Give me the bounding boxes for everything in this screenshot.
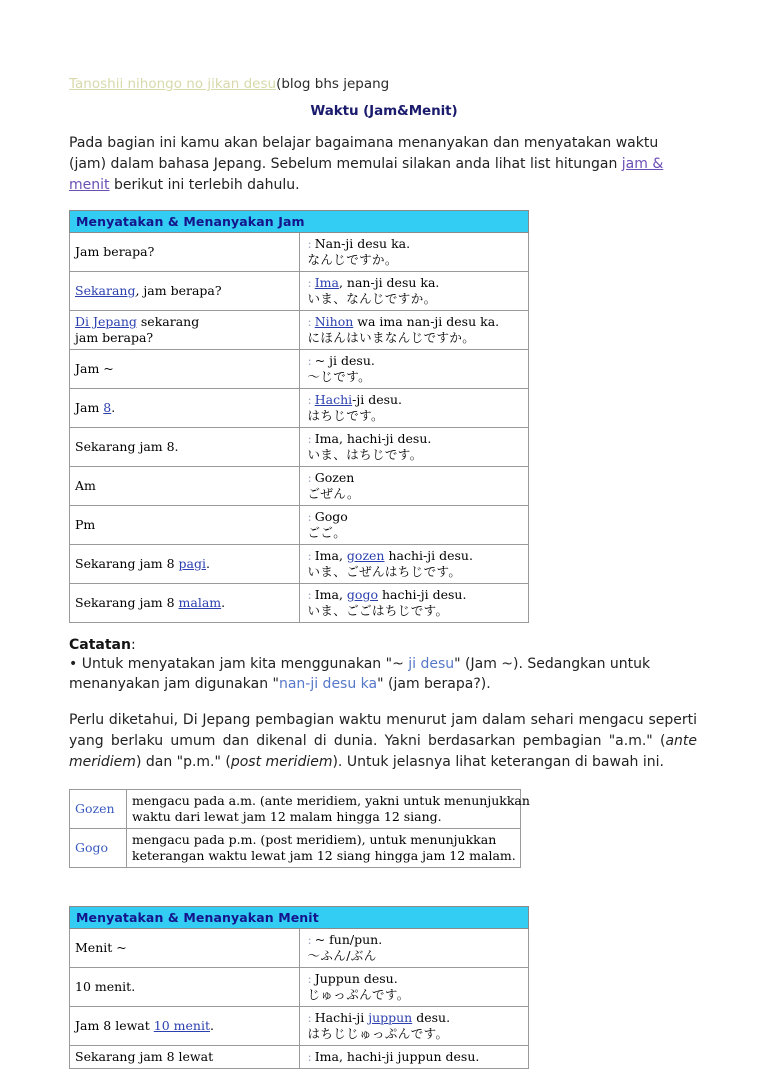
- table-row: [70, 1046, 529, 1069]
- gogo-definition-cell: [127, 829, 521, 868]
- romaji-text: Ima, hachi-ji desu.: [314, 431, 432, 446]
- colon-mark: :: [307, 353, 312, 368]
- table-jam-cell-japanese: [299, 311, 529, 350]
- definition-line-2: keterangan waktu lewat jam 12 siang hingga jam 12 malam.: [132, 848, 516, 863]
- table-menyatakan-menanyakan-menit: [69, 906, 529, 1069]
- intro-text-part2: berikut ini terlebih dahulu.: [109, 177, 300, 193]
- table-gozen-gogo: [69, 789, 530, 868]
- colon-mark: :: [307, 587, 312, 602]
- gozen-term-cell: Gozen: [70, 790, 127, 829]
- table-jam-cell-japanese: [299, 428, 529, 467]
- blog-credit-suffix: (blog bhs jepang: [276, 76, 390, 92]
- table-menit-cell-japanese: [299, 968, 529, 1007]
- table-jam-cell-indonesian: [70, 545, 300, 584]
- cell-text: 10 menit.: [75, 979, 136, 994]
- table-row: [70, 233, 529, 272]
- cell-text: Jam ~: [75, 361, 114, 376]
- table-row: [70, 968, 529, 1007]
- catatan-bullet: [69, 654, 697, 694]
- cell-text-prefix: Jam 8 lewat: [75, 1018, 154, 1033]
- cell-text: .: [111, 400, 116, 415]
- table-jam-cell-indonesian: [70, 272, 300, 311]
- gogo-link[interactable]: gogo: [346, 587, 378, 602]
- table-menit-cell-indonesian: [70, 1007, 300, 1046]
- table-jam-cell-indonesian: [70, 428, 300, 467]
- angka-8-link[interactable]: 8: [103, 400, 112, 415]
- post-meridiem-italic: post meridiem: [230, 754, 333, 770]
- di-jepang-link[interactable]: Di Jepang: [75, 314, 137, 329]
- cell-text: Am: [75, 478, 96, 493]
- cell-text: .: [221, 595, 226, 610]
- intro-text-part1: Pada bagian ini kamu akan belajar bagaimana menanyakan dan menyatakan waktu (jam) dalam bahasa Jepang. Sebelum memulai silakan anda lihat list hitungan: [69, 135, 659, 172]
- definition-line-1: mengacu pada p.m. (post meridiem), untuk menunjukkan: [132, 832, 497, 847]
- cell-text-prefix: Sekarang jam 8: [75, 595, 179, 610]
- romaji-line: [308, 353, 525, 369]
- malam-link[interactable]: malam: [178, 595, 222, 610]
- romaji-line: [308, 509, 525, 525]
- sekarang-link[interactable]: Sekarang: [75, 283, 136, 298]
- table-jam-cell-indonesian: [70, 584, 300, 623]
- table-row: [70, 389, 529, 428]
- romaji-text: Gozen: [314, 470, 355, 485]
- catatan-part3: " (jam berapa?).: [377, 676, 491, 692]
- table-jam-cell-japanese: [299, 506, 529, 545]
- table-row: [70, 929, 529, 968]
- table-menit-cell-indonesian: [70, 929, 300, 968]
- colon-mark: :: [307, 431, 312, 446]
- am-pm-explanation-paragraph: [69, 710, 697, 773]
- colon-mark: :: [307, 1049, 312, 1064]
- kana-line: にほんはいまなんじですか。: [307, 330, 476, 345]
- kana-line: 〜じです。: [307, 369, 372, 384]
- romaji-text: wa ima nan-ji desu ka.: [353, 314, 500, 329]
- cell-text-prefix: Jam: [75, 400, 104, 415]
- nihon-link[interactable]: Nihon: [314, 314, 354, 329]
- cell-text: Sekarang jam 8.: [75, 439, 179, 454]
- kana-line: ごぜん。: [307, 486, 360, 501]
- sepuluh-menit-link[interactable]: 10 menit: [153, 1018, 210, 1033]
- kana-line: なんじですか。: [307, 252, 398, 267]
- romaji-text: -ji desu.: [352, 392, 403, 407]
- colon-mark: :: [307, 470, 312, 485]
- catatan-part2: " (Jam ~). Sedangkan untuk menanyakan jam digunakan ": [69, 656, 651, 692]
- colon-mark: :: [307, 275, 312, 290]
- table-jam-header-row: [70, 211, 529, 233]
- romaji-text: Gogo: [314, 509, 348, 524]
- table-jam-cell-japanese: [299, 584, 529, 623]
- document-content: [69, 76, 699, 1069]
- table-jam-cell-indonesian: [70, 506, 300, 545]
- cell-text: Menit ~: [75, 940, 127, 955]
- table-row: [70, 272, 529, 311]
- colon-mark: :: [307, 392, 312, 407]
- colon-mark: :: [307, 971, 312, 986]
- colon-mark: :: [307, 314, 312, 329]
- table-row: [70, 350, 529, 389]
- cell-text: sekarang: [136, 314, 200, 329]
- romaji-line: [308, 587, 525, 603]
- colon-mark: :: [307, 1010, 312, 1025]
- table-jam-cell-japanese: [299, 467, 529, 506]
- table-menyatakan-menanyakan-jam: [69, 210, 529, 623]
- gozen-link[interactable]: gozen: [346, 548, 385, 563]
- table-row: [70, 1007, 529, 1046]
- table-menit-cell-japanese: [299, 929, 529, 968]
- cell-text-prefix: Sekarang jam 8: [75, 556, 179, 571]
- ji-desu-term: ji desu: [408, 656, 455, 672]
- table-row: [70, 790, 521, 829]
- kana-line: じゅっぷんです。: [307, 987, 410, 1002]
- table-menit-header-label: Menyatakan & Menanyakan Menit: [70, 907, 529, 929]
- para-part2: ) dan "p.m." (: [135, 754, 231, 770]
- table-jam-cell-indonesian: [70, 389, 300, 428]
- romaji-line: [308, 1049, 525, 1065]
- romaji-prefix: Ima,: [314, 548, 347, 563]
- para-part1: Perlu diketahui, Di Jepang pembagian waktu menurut jam dalam sehari mengacu seperti yang berlaku umum dan dikenal di dunia. Yakni berdasarkan pembagian "a.m." (: [69, 712, 697, 749]
- table-jam-cell-indonesian: [70, 350, 300, 389]
- kana-line: いま、ごぜんはちじです。: [307, 564, 462, 579]
- romaji-text: ~ fun/pun.: [314, 932, 383, 947]
- jam-menit-link[interactable]: jam & menit: [69, 156, 664, 193]
- pagi-link[interactable]: pagi: [178, 556, 206, 571]
- cell-text: , jam berapa?: [135, 283, 222, 298]
- romaji-line: [308, 236, 525, 252]
- cell-text: Pm: [75, 517, 96, 532]
- table-jam-cell-japanese: [299, 233, 529, 272]
- kana-line: はちじじゅっぷんです。: [307, 1026, 449, 1041]
- romaji-text: ~ ji desu.: [314, 353, 375, 368]
- romaji-line: [308, 431, 525, 447]
- table-row: [70, 584, 529, 623]
- kana-line: いま、なんじですか。: [307, 291, 437, 306]
- table-row: [70, 311, 529, 350]
- romaji-line: [308, 275, 525, 291]
- hachi-link[interactable]: Hachi: [314, 392, 353, 407]
- ante-meridiem-italic: ante meridiem: [69, 733, 697, 770]
- romaji-text: desu.: [412, 1010, 451, 1025]
- ima-link[interactable]: Ima: [314, 275, 339, 290]
- table-row: [70, 428, 529, 467]
- table-jam-cell-indonesian: [70, 467, 300, 506]
- romaji-line: [308, 932, 525, 948]
- table-jam-cell-japanese: [299, 545, 529, 584]
- kana-line: ごご。: [307, 525, 347, 540]
- gozen-definition-cell: [127, 790, 530, 829]
- romaji-line: [308, 392, 525, 408]
- romaji-line: [308, 314, 525, 330]
- table-row: [70, 545, 529, 584]
- romaji-prefix: Ima,: [314, 587, 347, 602]
- spacer: [69, 773, 699, 789]
- gogo-term-cell: Gogo: [70, 829, 127, 868]
- romaji-text: hachi-ji desu.: [384, 548, 473, 563]
- spacer: [69, 868, 699, 906]
- nan-ji-desu-ka-term: nan-ji desu ka: [278, 676, 378, 692]
- catatan-part1: • Untuk menyatakan jam kita menggunakan "~: [69, 656, 409, 672]
- table-jam-cell-indonesian: [70, 233, 300, 272]
- kana-line: 〜ふん/ぶん: [307, 948, 377, 963]
- catatan-heading-colon: :: [130, 637, 136, 653]
- catatan-heading-text: Catatan: [69, 637, 131, 653]
- romaji-prefix: Hachi-ji: [314, 1010, 369, 1025]
- cell-text: .: [206, 556, 210, 571]
- page-title: Waktu (Jam&Menit): [310, 103, 458, 119]
- colon-mark: :: [307, 236, 312, 251]
- table-menit-header-row: [70, 907, 529, 929]
- catatan-heading: [69, 637, 699, 653]
- table-row: [70, 467, 529, 506]
- table-jam-cell-japanese: [299, 272, 529, 311]
- table-menit-cell-indonesian: [70, 1046, 300, 1069]
- table-menit-cell-japanese: [299, 1007, 529, 1046]
- table-row: [70, 829, 521, 868]
- intro-paragraph: [69, 133, 669, 196]
- colon-mark: :: [307, 509, 312, 524]
- cell-text-line2: jam berapa?: [75, 330, 154, 345]
- romaji-line: [308, 548, 525, 564]
- romaji-line: [308, 971, 525, 987]
- blog-home-link[interactable]: Tanoshii nihongo no jikan desu: [69, 76, 277, 92]
- table-jam-cell-japanese: [299, 350, 529, 389]
- romaji-text: Juppun desu.: [314, 971, 398, 986]
- cell-text: Sekarang jam 8 lewat: [75, 1049, 214, 1064]
- cell-text: Jam berapa?: [75, 244, 155, 259]
- blog-credit-line: [69, 76, 699, 93]
- table-jam-header-label: Menyatakan & Menanyakan Jam: [70, 211, 529, 233]
- kana-line: はちじです。: [307, 408, 384, 423]
- juppun-link[interactable]: juppun: [368, 1010, 413, 1025]
- spacer: [69, 623, 699, 637]
- romaji-text: Ima, hachi-ji juppun desu.: [314, 1049, 480, 1064]
- definition-line-2: waktu dari lewat jam 12 malam hingga 12 siang.: [132, 809, 442, 824]
- table-row: [70, 506, 529, 545]
- table-menit-cell-indonesian: [70, 968, 300, 1007]
- kana-line: いま、はちじです。: [307, 447, 423, 462]
- para-part3: ). Untuk jelasnya lihat keterangan di bawah ini.: [332, 754, 664, 770]
- romaji-text: Nan-ji desu ka.: [314, 236, 411, 251]
- table-menit-cell-japanese: [299, 1046, 529, 1069]
- kana-line: いま、ごごはちじです。: [307, 603, 449, 618]
- colon-mark: :: [307, 932, 312, 947]
- colon-mark: :: [307, 548, 312, 563]
- romaji-line: [308, 470, 525, 486]
- table-jam-cell-indonesian: [70, 311, 300, 350]
- definition-line-1: mengacu pada a.m. (ante meridiem, yakni untuk menunjukkan: [132, 793, 530, 808]
- romaji-text: , nan-ji desu ka.: [338, 275, 440, 290]
- romaji-text: hachi-ji desu.: [377, 587, 467, 602]
- cell-text: .: [209, 1018, 214, 1033]
- table-jam-cell-japanese: [299, 389, 529, 428]
